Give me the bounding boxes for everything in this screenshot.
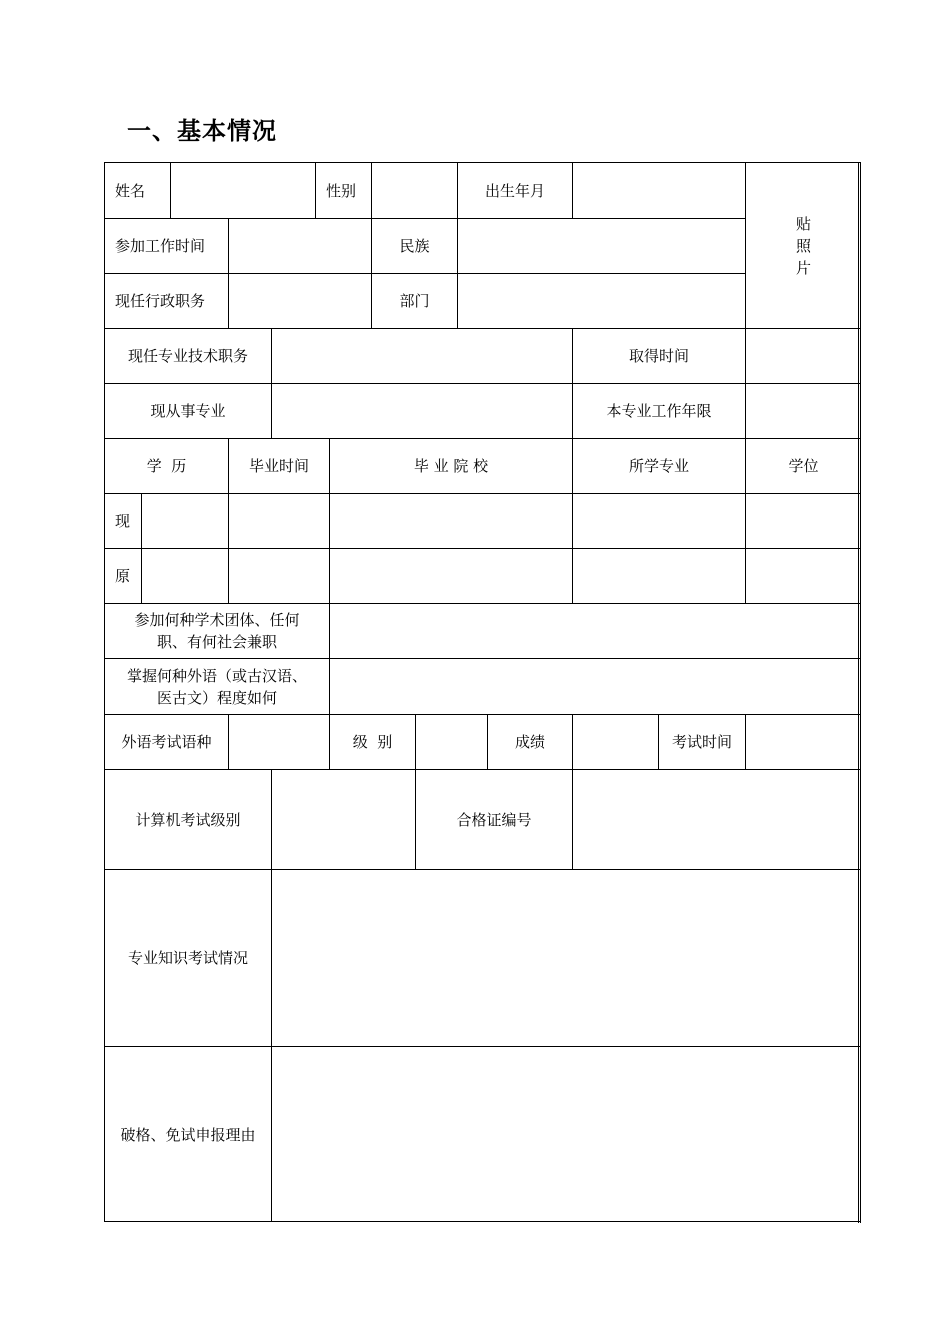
table-right-border: [858, 162, 859, 1223]
photo-label-3: 片: [795, 259, 811, 277]
current-studied-major-field[interactable]: [572, 493, 745, 548]
obtain-time-field[interactable]: [745, 328, 861, 383]
label-score: 成绩: [487, 714, 572, 769]
label-exempt-reason: 破格、免试申报理由: [104, 1046, 271, 1222]
label-knowledge-exam: 专业知识考试情况: [104, 869, 271, 1046]
label-degree: 学位: [745, 438, 861, 493]
cert-number-field[interactable]: [572, 769, 861, 869]
photo-box[interactable]: [745, 162, 861, 328]
photo-label-1: 贴: [795, 215, 811, 233]
ethnicity-field[interactable]: [457, 218, 745, 273]
name-field[interactable]: [170, 162, 315, 218]
label-join-work: 参加工作时间: [104, 218, 228, 273]
label-major-years: 本专业工作年限: [572, 383, 745, 438]
label-foreign-language: 掌握何种外语（或古汉语、 医古文）程度如何: [104, 658, 329, 714]
label-original: 原: [104, 548, 141, 603]
exempt-reason-field[interactable]: [271, 1046, 861, 1222]
gender-field[interactable]: [371, 162, 457, 218]
academic-groups-field[interactable]: [329, 603, 861, 658]
label-admin-post: 现任行政职务: [104, 273, 228, 328]
label-grad-time: 毕业时间: [228, 438, 329, 493]
admin-post-field[interactable]: [228, 273, 371, 328]
label-school: 毕 业 院 校: [329, 438, 572, 493]
tech-post-field[interactable]: [271, 328, 572, 383]
label-birth: 出生年月: [457, 162, 572, 218]
exam-time-field[interactable]: [745, 714, 861, 769]
label-exam-time: 考试时间: [658, 714, 745, 769]
label-education: 学 历: [104, 438, 228, 493]
original-grad-time-field[interactable]: [228, 548, 329, 603]
page-title: 一、基本情况: [127, 117, 277, 145]
label-academic-groups: 参加何种学术团体、任何 职、有何社会兼职: [104, 603, 329, 658]
label-computer-exam: 计算机考试级别: [104, 769, 271, 869]
label-obtain-time: 取得时间: [572, 328, 745, 383]
join-work-field[interactable]: [228, 218, 371, 273]
label-tech-post: 现任专业技术职务: [104, 328, 271, 383]
original-studied-major-field[interactable]: [572, 548, 745, 603]
photo-label-2: 照: [795, 237, 811, 255]
table-bottom-border: [104, 1221, 861, 1222]
original-degree-field[interactable]: [745, 548, 861, 603]
computer-exam-field[interactable]: [271, 769, 415, 869]
foreign-language-field[interactable]: [329, 658, 861, 714]
label-level: 级 别: [329, 714, 415, 769]
label-current-major: 现从事专业: [104, 383, 271, 438]
major-years-field[interactable]: [745, 383, 861, 438]
label-gender: 性别: [315, 162, 371, 218]
current-degree-field[interactable]: [745, 493, 861, 548]
label-language-exam: 外语考试语种: [104, 714, 228, 769]
label-dept: 部门: [371, 273, 457, 328]
knowledge-exam-field[interactable]: [271, 869, 861, 1046]
language-exam-field[interactable]: [228, 714, 329, 769]
original-school-field[interactable]: [329, 548, 572, 603]
birth-field[interactable]: [572, 162, 745, 218]
label-cert-number: 合格证编号: [415, 769, 572, 869]
label-studied-major: 所学专业: [572, 438, 745, 493]
current-major-field[interactable]: [271, 383, 572, 438]
table-right-border-outer: [860, 162, 861, 1223]
label-ethnicity: 民族: [371, 218, 457, 273]
current-grad-time-field[interactable]: [228, 493, 329, 548]
current-school-field[interactable]: [329, 493, 572, 548]
original-education-field[interactable]: [141, 548, 228, 603]
label-name: 姓名: [104, 162, 170, 218]
basic-info-form: [104, 162, 861, 1223]
current-education-field[interactable]: [141, 493, 228, 548]
label-current: 现: [104, 493, 141, 548]
score-field[interactable]: [572, 714, 658, 769]
dept-field[interactable]: [457, 273, 745, 328]
level-field[interactable]: [415, 714, 487, 769]
